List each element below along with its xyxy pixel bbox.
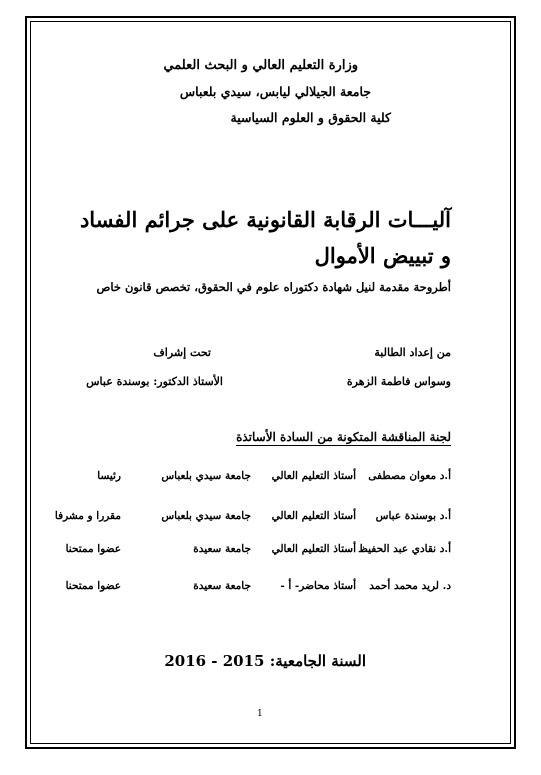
member-name: أ.د معوان مصطفى xyxy=(368,470,451,482)
member-university: جامعة سعيدة xyxy=(193,543,251,555)
member-rank: أستاذ التعليم العالي xyxy=(271,543,356,555)
member-name: د. لريد محمد أحمد xyxy=(369,580,451,592)
member-role: رئيسا xyxy=(97,470,121,482)
member-rank: أستاذ التعليم العالي xyxy=(271,510,356,522)
member-role: مقررا و مشرفا xyxy=(54,510,121,522)
committee-title: لجنة المناقشة المتكونة من السادة الأساتذة xyxy=(236,430,451,444)
member-name: أ.د نقادي عبد الحفيظ xyxy=(358,543,451,555)
supervision-label: تحت إشراف xyxy=(153,346,211,359)
academic-year: السنة الجامعية: 2015 - 2016 xyxy=(164,652,366,670)
prepared-by-label: من إعداد الطالبة xyxy=(374,346,451,359)
student-name: وسواس فاطمة الزهرة xyxy=(346,375,451,388)
thesis-title-line-2: و تبييض الأموال xyxy=(314,243,451,268)
member-university: جامعة سيدي بلعباس xyxy=(161,470,251,482)
faculty-name: كلية الحقوق و العلوم السياسية xyxy=(230,110,391,125)
committee-member-row xyxy=(60,543,451,561)
committee-member-row xyxy=(54,510,451,528)
member-rank: أستاذ التعليم العالي xyxy=(271,470,356,482)
page-number: 1 xyxy=(257,709,263,719)
member-university: جامعة سيدي بلعباس xyxy=(161,510,251,522)
thesis-title-line-1: آليـــات الرقابة القانونية على جرائم الفساد xyxy=(79,207,451,232)
ministry-name: وزارة التعليم العالي و البحث العلمي xyxy=(163,58,358,73)
university-name: جامعة الجيلالي ليابس، سيدي بلعباس xyxy=(179,84,371,99)
member-university: جامعة سعيدة xyxy=(193,580,251,592)
committee-member-row xyxy=(60,580,451,598)
member-rank: أستاذ محاضر- أ - xyxy=(280,580,356,592)
committee-member-row xyxy=(60,470,451,488)
thesis-subtitle: أطروحة مقدمة لنيل شهادة دكتوراه علوم في الحقوق، تخصص قانون خاص xyxy=(96,280,451,294)
member-name: أ.د بوسندة عباس xyxy=(375,510,451,522)
member-role: عضوا ممتحنا xyxy=(65,543,121,555)
member-role: عضوا ممتحنا xyxy=(65,580,121,592)
supervisor-name: الأستاذ الدكتور: بوسندة عباس xyxy=(86,375,223,388)
